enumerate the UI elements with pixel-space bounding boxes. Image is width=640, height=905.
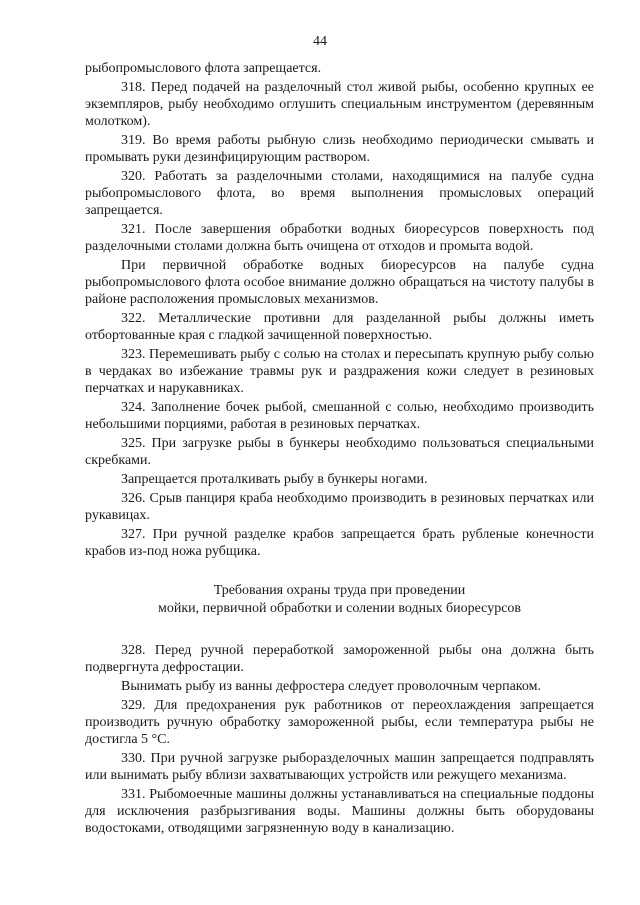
section-heading-line1: Требования охраны труда при проведении xyxy=(213,583,466,598)
paragraph-329: 329. Для предохранения рук работников от переохлаждения запрещается производить ручную обработку замороженной рыбы, если температура рыбы не достигла 5 °С. xyxy=(85,698,594,747)
paragraph-319: 319. Во время работы рыбную слизь необходимо периодически смывать и промывать руки дезинфицирующим раствором. xyxy=(85,133,594,165)
paragraph-323: 323. Перемешивать рыбу с солью на столах и пересыпать крупную рыбу солью в чердаках во избежание травмы рук и раздражения кожи следует в резиновых перчатках и нарукавниках. xyxy=(85,347,594,396)
paragraph-327: 327. При ручной разделке крабов запрещается брать рубленые конечности крабов из-под ножа рубщика. xyxy=(85,527,594,559)
paragraph-318: 318. Перед подачей на разделочный стол живой рыбы, особенно крупных ее экземпляров, рыбу необходимо оглушить специальным инструментом (деревянным молотком). xyxy=(85,80,594,129)
paragraph-320: 320. Работать за разделочными столами, находящимися на палубе судна рыбопромыслового флота, во время выполнения промысловых операций запрещается. xyxy=(85,169,594,218)
paragraph-325: 325. При загрузке рыбы в бункеры необходимо пользоваться специальными скребками. xyxy=(85,436,594,468)
paragraph-331: 331. Рыбомоечные машины должны устанавливаться на специальные поддоны для исключения разбрызгивания воды. Машины должны быть оборудованы водостоками, отводящими загрязненную воду в канализацию. xyxy=(85,787,594,836)
paragraphs-top xyxy=(85,60,594,560)
paragraph-322: 322. Металлические противни для разделанной рыбы должны иметь отбортованные края с гладкой зачищенной поверхностью. xyxy=(85,311,594,343)
paragraph-326: 326. Срыв панциря краба необходимо производить в резиновых перчатках или рукавицах. xyxy=(85,491,594,523)
paragraph: рыбопромыслового флота запрещается. xyxy=(85,61,322,76)
paragraph: Запрещается проталкивать рыбу в бункеры ногами. xyxy=(121,472,428,487)
page-number: 44 xyxy=(313,34,327,49)
paragraph-328: 328. Перед ручной переработкой замороженной рыбы она должна быть подвергнута дефростации. xyxy=(85,643,594,675)
paragraph-330: 330. При ручной загрузке рыборазделочных машин запрещается подправлять или вынимать рыбу вблизи захватывающих устройств или режущего механизма. xyxy=(85,751,594,783)
paragraph: При первичной обработке водных биоресурсов на палубе судна рыбопромыслового флота особое внимание должно обращаться на чистоту палубы в районе расположения промысловых механизмов. xyxy=(85,258,594,307)
section-heading xyxy=(85,582,594,618)
paragraph-321: 321. После завершения обработки водных биоресурсов поверхность под разделочными столами должна быть очищена от отходов и промыта водой. xyxy=(85,222,594,254)
paragraphs-bottom xyxy=(85,642,594,837)
paragraph: Вынимать рыбу из ванны дефростера следует проволочным черпаком. xyxy=(121,679,541,694)
section-heading-line2: мойки, первичной обработки и солении водных биоресурсов xyxy=(157,601,522,616)
paragraph-324: 324. Заполнение бочек рыбой, смешанной с солью, необходимо производить небольшими порциями, работая в резиновых перчатках. xyxy=(85,400,594,432)
